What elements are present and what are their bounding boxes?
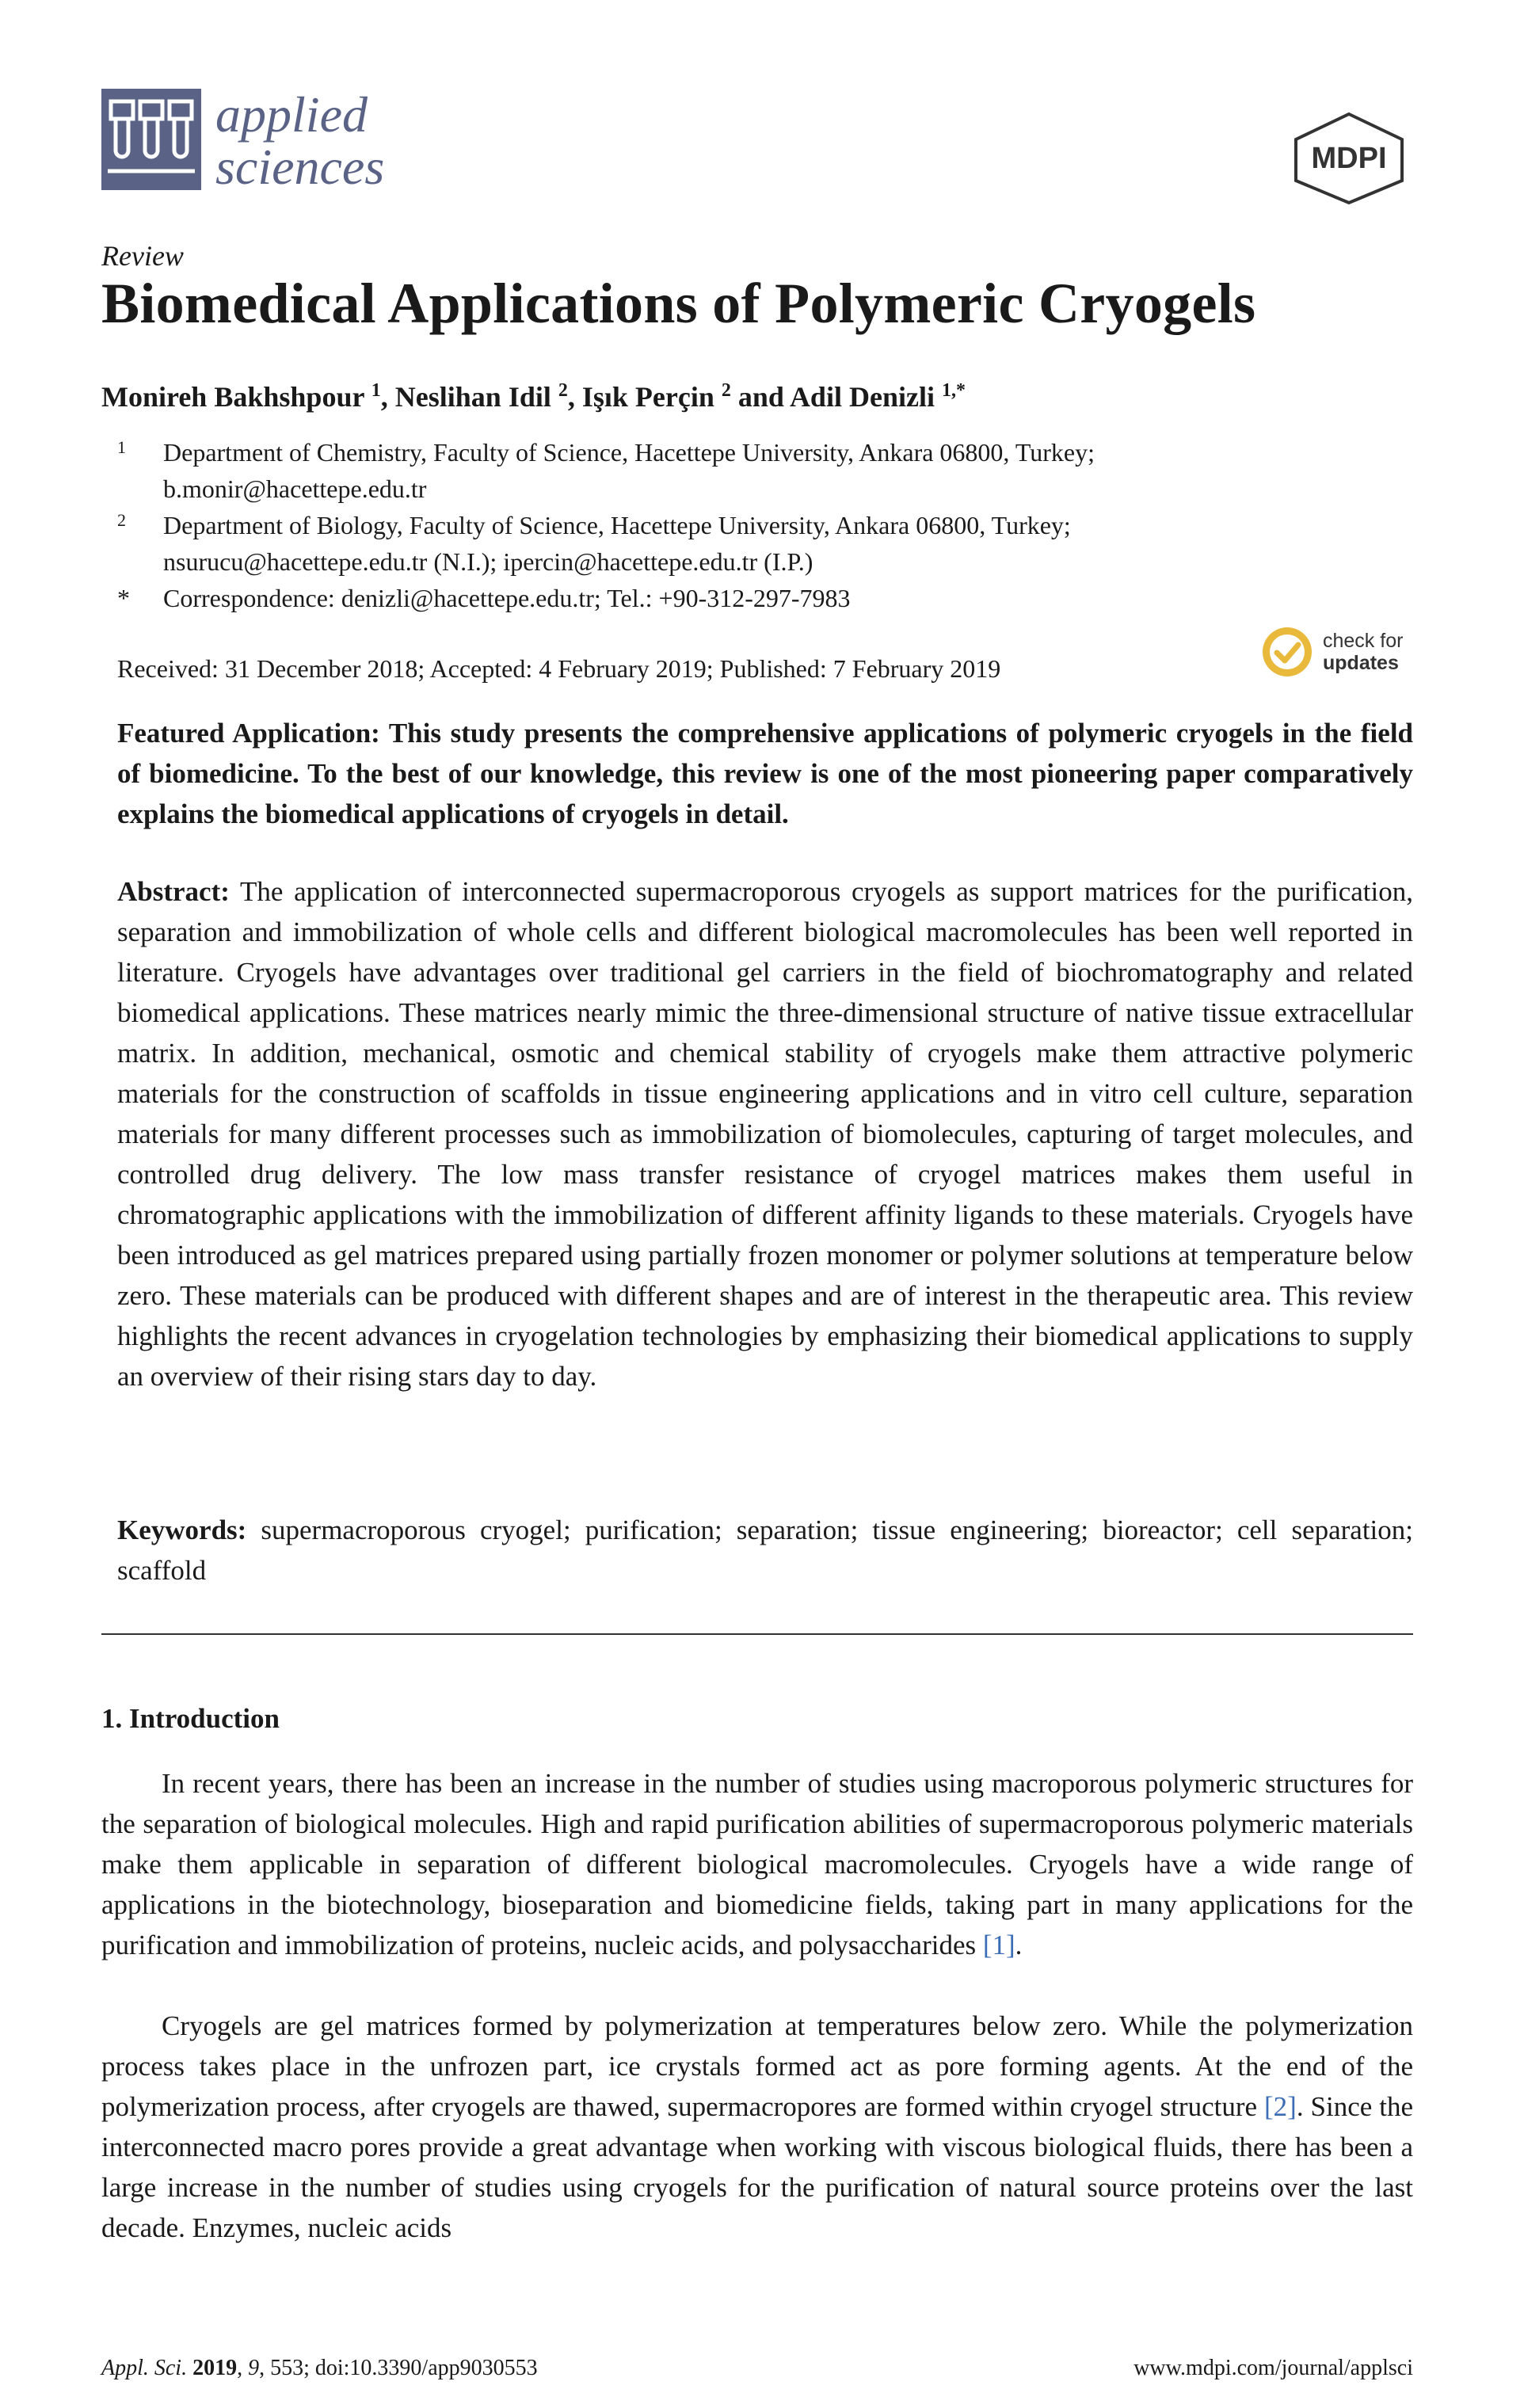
footer-year: 2019 [192,2356,238,2380]
affiliation-line: Department of Chemistry, Faculty of Science, Hacettepe University, Ankara 06800, Turkey; [163,438,1095,467]
featured-text: This study presents the comprehensive applications of polymeric cryogels in the field of biomedicine. To the best of our knowledge, this review is one of the most pioneering paper comparatively explains the biomedical applications of cryogels in detail. [117,718,1414,829]
journal-name-line1: applied [215,86,368,143]
author-name: Işık Perçin [581,381,714,413]
footer-journal: Appl. Sci. [101,2356,188,2380]
journal-logo-icon [101,89,201,190]
publication-dates: Received: 31 December 2018; Accepted: 4 February 2019; Published: 7 February 2019 [117,654,1001,683]
author-list: Monireh Bakhshpour $^1$, Neslihan Idil $^2$, Işık Perçin $^2$ and Adil Denizli $^{1,*}$ [101,380,966,413]
abstract-label: Abstract: [117,876,230,907]
footer-citation: Appl. Sci. 2019, 9, 553; doi:10.3390/app9030553 [101,2356,538,2380]
citation-link[interactable]: [2] [1264,2091,1297,2122]
publisher-logo [1290,111,1408,206]
correspondence-marker: * [117,584,130,612]
affiliation-marker: 1 [117,437,126,457]
abstract [117,871,1413,1396]
featured-application [117,713,1413,834]
section-divider [101,1633,1413,1635]
section-heading: 1. Introduction [101,1703,280,1734]
footer-url[interactable]: www.mdpi.com/journal/applsci [1133,2356,1413,2380]
journal-name [215,86,385,195]
keywords [117,1510,1413,1591]
footer-volume: 9 [248,2356,260,2380]
author-name: Adil Denizli [789,381,935,413]
author-name: Neslihan Idil [394,381,551,413]
publisher-name: MDPI [1311,142,1387,175]
author-affiliation-marker: 1,* [941,380,966,401]
affiliation-marker: 2 [117,510,126,530]
footer-doi: , 553; doi:10.3390/app9030553 [259,2356,538,2380]
check-for-updates-button[interactable] [1261,626,1403,678]
paragraph-text: In recent years, there has been an increase in the number of studies using macroporous polymeric structures for the separation of biological molecules. High and rapid purification abilities of supermacroporous polymeric materials make them applicable in separation of different biological macromolecules. Cryogels have a wide range of applications in the biotechnology, bioseparation and biomedicine fields, taking part in many applications for the purification and immobilization of proteins, nucleic acids, and polysaccharides [101,1768,1413,1960]
affiliation-email: b.monir@hacettepe.edu.tr [163,474,427,503]
intro-paragraph-2 [101,2006,1413,2248]
affiliation-email: nsurucu@hacettepe.edu.tr (N.I.); ipercin@hacettepe.edu.tr (I.P.) [163,547,813,576]
correspondence-line: Correspondence: denizli@hacettepe.edu.tr; Tel.: +90-312-297-7983 [163,584,851,612]
correspondence [117,580,1416,616]
journal-logo [101,86,385,195]
journal-name-line2: sciences [215,139,385,195]
affiliation [117,507,1416,580]
citation-link[interactable]: [1] [982,1930,1015,1960]
intro-paragraph-1: In recent years, there has been an increase in the number of studies using macroporous polymeric structures for the separation of biological molecules. High and rapid purification abilities of supermacroporous polymeric materials make them applicable in separation of different biological macromolecules. Cryogels have a wide range of applications in the biotechnology, bioseparation and biomedicine fields, taking part in many applications for the purification and immobilization of proteins, nucleic acids, and polysaccharides [1]. [101,1768,1413,1960]
check-for-updates-label: check for updates [1323,630,1404,674]
abstract-text: The application of interconnected supermacroporous cryogels as support matrices for the purification, separation and immobilization of whole cells and different biological macromolecules has been well reported in literature. Cryogels have advantages over traditional gel carriers in the field of biochromatography and related biomedical applications. These matrices nearly mimic the three-dimensional structure of native tissue extracellular matrix. In addition, mechanical, osmotic and chemical stability of cryogels make them attractive polymeric materials for the construction of scaffolds in tissue engineering applications and in vitro cell culture, separation materials for many different processes such as immobilization of biomolecules, capturing of target molecules, and controlled drug delivery. The low mass transfer resistance of cryogel matrices makes them useful in chromatographic applications with the immobilization of different affinity ligands to these materials. Cryogels have been introduced as gel matrices prepared using partially frozen monomer or polymer solutions at temperature below zero. These materials can be produced with different shapes and are of interest in the therapeutic area. This review highlights the recent advances in cryogelation technologies by emphasizing their biomedical applications to supply an overview of their rising stars day to day. [117,876,1413,1392]
author-affiliation-marker: 1 [371,380,381,401]
article-type: Review [101,240,184,272]
keywords-label: Keywords: [117,1515,247,1545]
keywords-text: supermacroporous cryogel; purification; separation; tissue engineering; bioreactor; cell separation; scaffold [117,1515,1414,1586]
check-badge-icon [1261,626,1313,678]
author-affiliation-marker: 2 [558,380,568,401]
article-title: Biomedical Applications of Polymeric Cryogels [101,272,1256,335]
affiliation [117,434,1416,507]
paragraph-text: . Since the interconnected macro pores provide a great advantage when working with viscous biological fluids, there has been a large increase in the number of studies using cryogels for the purification of natural source proteins over the last decade. Enzymes, nucleic acids [101,2091,1413,2243]
affiliation-line: Department of Biology, Faculty of Science, Hacettepe University, Ankara 06800, Turkey; [163,511,1071,539]
featured-label: Featured Application: [117,718,380,749]
paragraph-text: Cryogels are gel matrices formed by polymerization at temperatures below zero. While the polymerization process takes place in the unfrozen part, ice crystals formed act as pore forming agents. At the end of the polymerization process, after cryogels are thawed, supermacropores are formed within cryogel structure [101,2010,1413,2122]
author-name: Monireh Bakhshpour [101,381,364,413]
author-affiliation-marker: 2 [721,380,731,401]
